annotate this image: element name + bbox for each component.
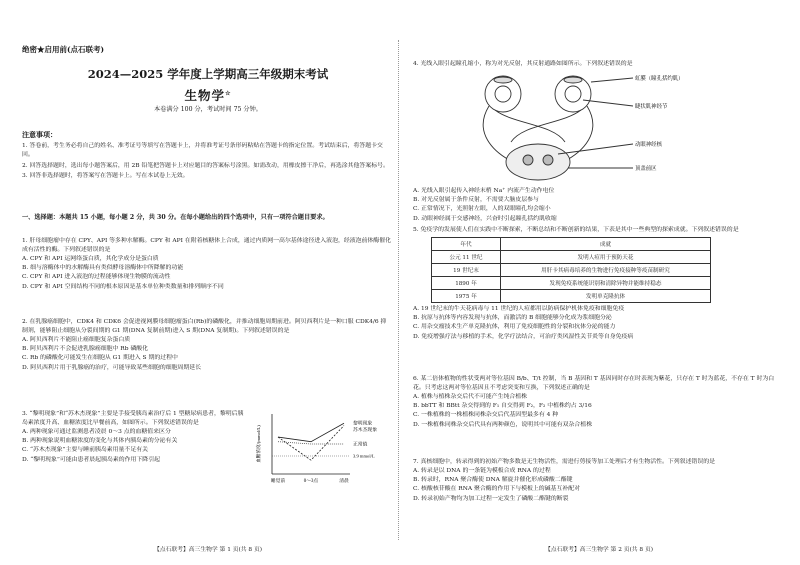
label-nucleus: 动眼神经核	[635, 142, 662, 148]
label-iris: 虹膜（瞳孔括约肌）	[635, 76, 684, 82]
option-d: D. 免疫增强疗法与移植的手术，化学疗法结合，可治疗类风湿性关节炎等自身免疫病	[413, 333, 634, 340]
left-iris	[494, 77, 512, 83]
question-stem: 3. “黎明现象”和“苏木杰现象”主要是手接受胰岛素治疗后 1 型糖尿病患者，黎明后胰岛素浓度升高、血糖浓度比早餐前高，如图所示。下列叙述错误的是	[22, 411, 244, 426]
legend-label: 苏木杰现象	[353, 428, 377, 434]
x-tick-label: 清晨	[339, 479, 349, 484]
option-b: B. 两种现象说明血糖浓度的变化与其体内胰岛素的分泌有关	[22, 438, 178, 445]
question-stem: 4. 光线入眼引起瞳孔缩小，称为对光反射，其反射通路如图所示。下列叙述错误的是	[413, 61, 633, 67]
option-c: C. 一株植株的一株植株同株杂交后代基因型最多有 4 种	[413, 412, 559, 419]
option-d: D. 转录初始产物均为加工过程一定发生了磷酸二酯键的断裂	[413, 495, 569, 502]
legend-label: 正常值	[353, 442, 368, 448]
table-cell: 用肝卡其病毒培养的生物进行免疫接种等疫苗制研究	[501, 264, 711, 277]
table-header: 成就	[501, 238, 711, 251]
option-c: C. Rb 的磷酸化可能发生在细胞从 G1 期进入 S 期的过程中	[22, 355, 178, 362]
left-column	[22, 0, 394, 565]
page-footer-left: 【点石联考】高三生物学 第 1 页(共 8 页)	[153, 547, 263, 553]
question-stem: 6. 某二倍体植物的性状受两对等位基因 B/b、T/t 控制，当 B 基因和 T 基因同时存在时表现为紫花，只存在 T 时为蓝花，不存在 T 时为白花。只考虑这两对等位基因且不考虑突变和互换，下列叙述正确的是	[413, 376, 775, 391]
option-c: C. 用杂交瘤技术生产单克隆抗体，利用了免疫细胞性的分裂和抗体分泌的能力	[413, 324, 616, 331]
notes-title: 注意事项：	[22, 130, 57, 139]
option-b: B. 对光反射属于条件反射，不需要大脑皮层参与	[413, 197, 539, 204]
table-cell: 发明人痘用于预防天花	[501, 251, 711, 264]
table-row	[432, 277, 711, 290]
oculomotor-nerve	[483, 106, 513, 162]
section1-title: 一、选择题：本题共 15 小题，每小题 2 分，共 30 分。在每小题给出的四个选项中，只有一项符合题目要求。	[22, 214, 329, 221]
table-row	[432, 290, 711, 303]
option-a: A. 转录是以 DNA 的一条链为模板合成 RNA 的过程	[413, 468, 551, 474]
option-b: B. 抗原与抗体等内容发现与抗体，而激活的 B 细胞能够分化成为浆细胞分泌	[413, 315, 612, 322]
question-stem: 1. 肝母细胞瘤中存在 CPY、API 等多种水解酶。CPY 和 API 在附着核糖体上合成，通过内质网一高尔基体途径进入液泡，经液泡前体酶催化成有活性的酶。下列叙述错误的是	[22, 238, 391, 253]
oculomotor-nerve	[563, 106, 593, 162]
oculomotor-nucleus	[523, 155, 533, 165]
exam-title: 2024—2025 学年度上学期高三年级期末考试	[87, 67, 329, 81]
y-axis-label: 血糖浓度/(mmol/L)	[256, 425, 261, 463]
exam-info: 本卷满分 100 分，考试时间 75 分钟。	[154, 106, 262, 113]
table-cell: 发现免疫系统能识别和清除异物并能维持稳态	[501, 277, 711, 290]
x-tick-label: 0～3点	[303, 479, 319, 484]
table-cell: 1975 年	[432, 290, 501, 303]
option-b: B. 阿贝西利片不会促进乳腺癌细胞中 Rb 磷酸化	[22, 346, 149, 353]
page-footer-right: 【点石联考】高三生物学 第 2 页(共 8 页)	[544, 547, 654, 553]
series-line	[278, 426, 344, 461]
question-2	[22, 318, 392, 373]
table-header: 年代	[432, 238, 501, 251]
question-stem: 7. 真核细胞中，转录得到的初始产物多数是无生物活性，需进行剪接等加工处理后才有生物活性。下列叙述错误的是	[413, 459, 716, 465]
table-cell: 1890 年	[432, 277, 501, 290]
threshold-label: 3.9 mmol/L	[353, 453, 375, 459]
option-c: C. 核酸核苷酸在 RNA 聚合酶的作用下与模板上的碱基互补配对	[413, 486, 581, 493]
optic-nerve	[495, 110, 565, 142]
option-b: B. bbTT 和 BBtt 杂交得到的 F₁ 自交得到 F₂，F₂ 中植株约占 3/16	[413, 403, 592, 410]
table-cell: 公元 11 世纪	[432, 251, 501, 264]
table-cell: 19 世纪末	[432, 264, 501, 277]
x-tick-label: 睡觉前	[270, 479, 286, 484]
question-1	[22, 237, 392, 292]
question-5	[413, 226, 783, 342]
right-iris	[564, 77, 582, 83]
legend-label: 黎明现象	[353, 421, 373, 427]
series-line	[278, 423, 344, 441]
blood-glucose-chart	[254, 408, 392, 488]
label-pretectal: 顶盖前区	[635, 166, 657, 172]
subject-title: 生物学☆	[184, 88, 232, 103]
option-a: A. CPY 和 API 运网络蛋白质，其化学成分是蛋白质	[22, 256, 159, 262]
table-row	[432, 264, 711, 277]
note-item: 1. 答卷前，考生务必将自己的姓名、准考证号等填写在答题卡上，并将准考证号条形码粘贴在答题卡的指定位置。考试结束后，将答题卡交回。	[22, 143, 383, 159]
label-ciliary: 睫状肌神经节	[635, 104, 668, 110]
option-d: D. 动眼神经属于交感神经，兴奋时引起瞳孔括约肌收缩	[413, 215, 557, 222]
achievement-table	[431, 237, 711, 303]
optic-nerve	[511, 110, 581, 142]
question-4	[413, 60, 783, 69]
note-item: 2. 回答选择题时，选出每小题答案后，用 2B 铅笔把答题卡上对应题目的答案标号涂黑。如需改动，用橡皮擦干净后，再选涂其他答案标号。	[22, 162, 389, 169]
option-b: B. 细与溶酶体中的水解酶具有类似酵母溶酶体中所降解的功能	[22, 265, 184, 272]
option-c: C. CPY 和 API 进入液泡的过程能够体现生物膜的流动性	[22, 274, 171, 281]
option-d: D. CPY 和 API 空间结构不同的根本原因是基本单位种类数量和排列顺序不同	[22, 283, 224, 290]
question-stem: 2. 在乳腺癌细胞中，CDK4 和 CDK6 会促进视网膜母细胞瘤蛋白(Rb)的磷酸化，并推动细胞周期前进。阿贝西利片是一种口服 CDK4/6 抑制剂，能够阻止细胞从分裂间期的 G1 期(DNA 复制前期)进入 S 期(DNA 复制期)。下列叙述错误的是	[22, 319, 387, 334]
midbrain	[506, 144, 570, 180]
option-a: A. 两种现象可通过监测患者凌晨 0～3 点的血糖值来区分	[22, 429, 171, 435]
option-d: D. 一株植株同株杂交后代具有两种颜色，说明其中可能有双杂合植株	[413, 421, 593, 428]
question-4-options	[413, 187, 783, 224]
question-7	[413, 458, 783, 504]
option-b: B. 转录时，RNA 聚合酶使 DNA 解旋并催化形成磷酸二酯键	[413, 477, 573, 484]
note-item: 3. 回答非选择题时，将答案写在答题卡上。写在本试卷上无效。	[22, 172, 189, 179]
left-lens	[495, 86, 511, 102]
column-divider	[398, 40, 399, 540]
option-a: A. 光线入眼引起传入神经末梢 Na⁺ 内流产生动作电位	[413, 188, 555, 194]
oculomotor-nucleus	[543, 155, 553, 165]
right-lens	[565, 86, 581, 102]
secret-label: 绝密★启用前(点石联考)	[22, 45, 105, 54]
table-header-row	[432, 238, 711, 251]
table-cell: 发明单克隆抗体	[501, 290, 711, 303]
option-c: C. “苏木杰现象”主要与睡前胰岛素用量不足有关	[22, 447, 148, 454]
option-c: C. 正常情况下，光照射左眼，人的双眼瞳孔均会缩小	[413, 206, 551, 213]
right-column	[413, 0, 785, 565]
question-stem: 5. 免疫学的发展使人们在实践中不断探索，不断总结和不断创新的结果，下表是其中一些典型的探索成就。下列叙述错误的是	[413, 227, 739, 233]
option-a: A. 19 世纪末的牛天花病毒与 11 世纪的人痘都用以防病保护机体免疫和细胞免疫	[413, 306, 625, 312]
table-row	[432, 251, 711, 264]
option-d: D. 阿贝西利片用于乳腺癌的治疗，可能导致某些细胞的细胞周期延长	[22, 364, 202, 371]
option-a: A. 阿贝西利片不能阻止癌细胞复杂蛋白质	[22, 337, 131, 343]
question-6	[413, 375, 783, 430]
option-a: A. 植株与植株杂交后代不可能产生纯合植株	[413, 394, 528, 400]
notes-list	[22, 142, 392, 182]
pupil-reflex-figure	[433, 72, 763, 182]
option-d: D. “黎明现象”可能由患者晨起胰岛素的作用下降引起	[22, 456, 160, 463]
